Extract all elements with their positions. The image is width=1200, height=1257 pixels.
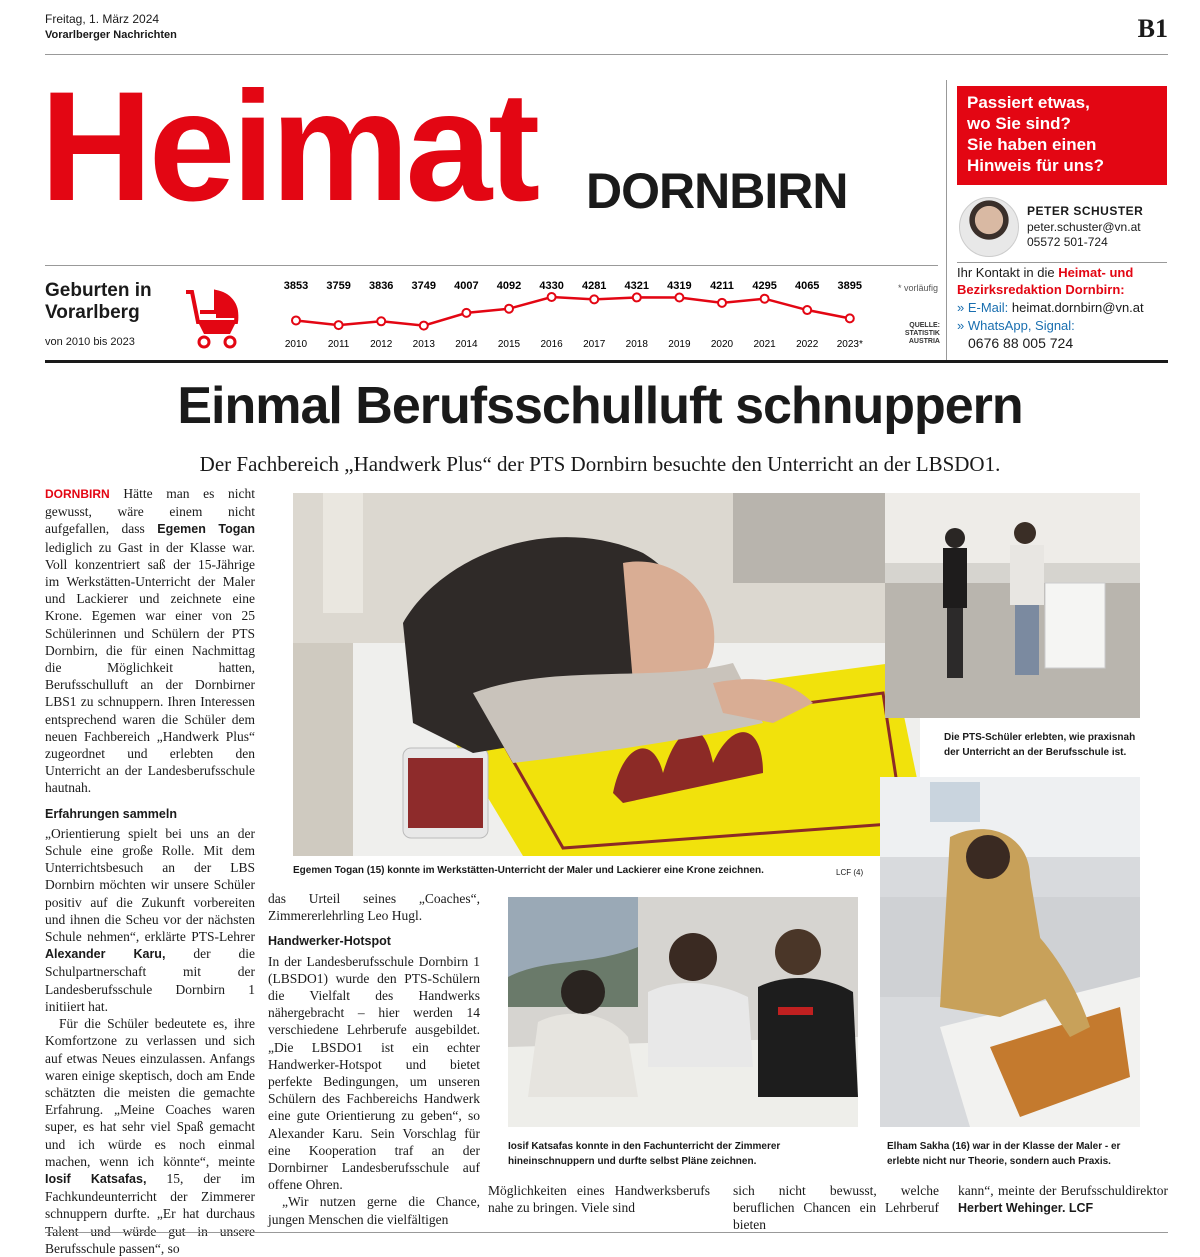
- author-signature: LCF: [1068, 1201, 1094, 1216]
- data-point: [675, 294, 683, 302]
- data-label: 3749: [411, 280, 437, 292]
- x-tick-label: 2020: [710, 339, 734, 350]
- data-point: [462, 309, 470, 317]
- x-tick-label: 2010: [284, 339, 308, 350]
- section-title: Heimat: [40, 60, 537, 234]
- x-tick-label: 2021: [753, 339, 776, 350]
- tip-line-2: wo Sie sind?: [967, 114, 1071, 133]
- x-tick-label: 2012: [370, 339, 393, 350]
- data-label: 3836: [368, 280, 394, 292]
- paragraph: sich nicht bewusst, welche beruflichen Chancen ein Lehrberuf bieten: [733, 1183, 939, 1233]
- tip-line-4: Hinweis für uns?: [967, 156, 1104, 175]
- x-tick-label: 2023*: [836, 339, 863, 350]
- data-point: [590, 295, 598, 303]
- data-label: 4295: [752, 280, 777, 292]
- data-point: [420, 322, 428, 330]
- paragraph: In der Landesberufsschule Dornbirn 1 (LBSDO1) wurde den PTS-Schülern die Vielfalt des Handwerks nähergebracht – hier werden 14 verschiedene Lehrberufe ausgebildet. „Die LBSDO1 ist ein echter Handwerker-Hotspot und bietet perfekte Bedingungen, um unseren Schülern des Fachbereichs Handwerk eine gute Orientierung zu geben“, so Alexander Karu. Sein Vorschlag für eine Kooperation traf an der Dornbirner Landesberufsschule auf offene Ohren.: [268, 953, 480, 1193]
- page-number: B1: [1137, 14, 1168, 43]
- data-point: [803, 306, 811, 314]
- dateline: DORNBIRN: [45, 487, 110, 501]
- contact-intro-text: Ihr Kontakt in die: [957, 265, 1055, 280]
- data-label: 4211: [710, 280, 734, 292]
- photo-caption: Elham Sakha (16) war in der Klasse der Maler - er erlebte nicht nur Theorie, sondern auch Praxis.: [887, 1141, 1121, 1167]
- x-tick-label: 2018: [625, 339, 648, 350]
- tip-line-3: Sie haben einen: [967, 135, 1097, 154]
- data-point: [633, 293, 641, 301]
- data-point: [761, 295, 769, 303]
- person-name: Alexander Karu,: [45, 947, 166, 962]
- whatsapp-label: » WhatsApp, Signal:: [957, 318, 1075, 333]
- x-tick-label: 2017: [583, 339, 606, 350]
- subheading: Handwerker-Hotspot: [268, 934, 391, 949]
- email-value[interactable]: heimat.dornbirn@vn.at: [1011, 300, 1144, 315]
- data-point: [335, 321, 343, 329]
- contact-intro-bold: Heimat- und Bezirksredaktion Dornbirn:: [957, 265, 1134, 297]
- data-point: [846, 314, 854, 322]
- reporter-name: PETER SCHUSTER: [1027, 204, 1144, 218]
- data-label: 4065: [794, 280, 820, 292]
- email-label: » E-Mail:: [957, 300, 1009, 315]
- paragraph: [45, 825, 255, 1015]
- newspaper-name: Vorarlberger Nachrichten: [45, 29, 177, 41]
- x-tick-label: 2013: [412, 339, 435, 350]
- photo-drawing-plans: [508, 897, 858, 1127]
- text: der die Schulpartnerschaft mit der Landesberufsschule Dornbirn 1 initiiert hat.: [45, 946, 255, 1014]
- reporter-email[interactable]: peter.schuster@vn.at: [1027, 220, 1141, 234]
- x-tick-label: 2016: [540, 339, 563, 350]
- data-label: 3895: [837, 280, 863, 292]
- photo-caption: Die PTS-Schüler erlebten, wie praxisnah der Unterricht an der Berufsschule ist.: [944, 732, 1136, 758]
- data-label: 4092: [496, 280, 522, 292]
- bottom-rule: [45, 1232, 1168, 1233]
- issue-date: Freitag, 1. März 2024: [45, 12, 160, 26]
- data-label: 3853: [283, 280, 309, 292]
- data-point: [505, 305, 513, 313]
- tip-line-1: Passiert etwas,: [967, 93, 1090, 112]
- x-tick-label: 2015: [497, 339, 521, 350]
- subheading: Erfahrungen sammeln: [45, 806, 177, 821]
- text: Für die Schüler bedeutete es, ihre Komfortzone zu verlassen und sich auf etwas Neues einzulassen. Anfangs waren einige skeptisch, doch am Ende schätzten die meisten die gemachte Erfahrung. „Meine Coaches waren super, es hat sehr viel Spaß gemacht und ich würde es noch einmal machen, wenn ich könnte“, meinte: [45, 1016, 255, 1169]
- x-tick-label: 2022: [796, 339, 819, 350]
- person-name: Iosif Katsafas,: [45, 1171, 147, 1186]
- top-rule: [45, 54, 1168, 55]
- data-label: 4321: [624, 280, 650, 292]
- tip-prompt-box: [957, 86, 1167, 185]
- paragraph: Möglichkeiten eines Handwerksberufs nahe zu bringen. Viele sind: [488, 1183, 710, 1216]
- paragraph: „Wir nutzen gerne die Chance, jungen Menschen die vielfältigen: [268, 1194, 480, 1227]
- contact-email-line: [957, 300, 1144, 315]
- photo-caption: Iosif Katsafas konnte in den Fachunterricht der Zimmerer hineinschnuppern und durfte selbst Pläne zeichnen.: [508, 1141, 781, 1167]
- pram-icon: [178, 282, 244, 350]
- paragraph: [45, 485, 255, 797]
- contact-whatsapp-line: [957, 318, 1075, 333]
- sidebar-divider: [946, 80, 947, 362]
- x-tick-label: 2011: [327, 339, 350, 350]
- chart-subtitle: von 2010 bis 2023: [45, 336, 135, 348]
- data-label: 4330: [539, 280, 564, 292]
- chart-source: QUELLE: STATISTIK AUSTRIA: [904, 322, 940, 345]
- section-divider: [45, 360, 1168, 363]
- text: 15, der im Fachkundeunterricht der Zimmerer schnuppern durfte. „Er hat durchaus Berufsschule passen“, so: [45, 1170, 255, 1256]
- chart-footnote: * vorläufig: [898, 283, 939, 293]
- text: kann“, meinte der Berufsschuldirektor: [958, 1183, 1168, 1198]
- text: „Orientierung spielt bei uns an der Schule eine große Rolle. Mit dem Unterrichtsbesuch an der LBS Dornbirn möchten wir unsere Schüler positiv auf die Zukunft vorbereiten und ihnen die Scheu vor der nächsten Schule nehmen“, erklärte PTS-Lehrer: [45, 825, 255, 945]
- reporter-phone: 05572 501-724: [1027, 235, 1108, 249]
- x-tick-label: 2014: [455, 339, 478, 350]
- article-column-5: [958, 1182, 1168, 1217]
- text: Hätte man es nicht gewusst, wäre einem nicht aufgefallen, dass: [45, 486, 256, 537]
- paragraph: das Urteil seines „Coaches“, Zimmererlehrling Leo Hugl.: [268, 891, 480, 924]
- person-name: Herbert Wehinger.: [958, 1201, 1066, 1216]
- data-label: 4319: [667, 280, 692, 292]
- article-column-2: [268, 890, 480, 1228]
- paragraph: [958, 1182, 1168, 1217]
- article-subheadline: Der Fachbereich „Handwerk Plus“ der PTS Dornbirn besuchte den Unterricht an der LBSDO1.: [199, 452, 1001, 476]
- data-label: 3759: [326, 280, 351, 292]
- photo-painting-crown: [293, 493, 920, 856]
- photo-painting-wood: [880, 777, 1140, 1127]
- photo-caption: Egemen Togan (15) konnte im Werkstätten-Unterricht der Maler und Lackierer eine Krone zeichnen.: [293, 865, 764, 876]
- data-point: [292, 316, 300, 324]
- text: lediglich zu Gast in der Klasse war. Voll konzentriert saß der 15-Jährige im Werkstätten-Unterricht der Maler und Lackierer und zeichnete eine Krone. Egemen war einer von 25 Schülerinnen und Schülern der PTS Dornbirn, die für einen Nachmittag die Möglichkeit hatten, Berufsschulluft an der Dornbirner LBS1 zu schnuppern. Ihren Interessen entsprechend waren die Schüler dem neuen Fachbereich „Handwerk Plus“ zugeordnet und erlebten den Unterricht an der Landesberufsschule hautnah.: [45, 539, 255, 796]
- chart-top-rule: [45, 265, 938, 266]
- person-name: Egemen Togan: [157, 522, 255, 537]
- paragraph: [45, 1015, 255, 1257]
- contact-rule: [957, 262, 1167, 263]
- article-column-1: [45, 485, 255, 1257]
- data-label: 4281: [581, 280, 607, 292]
- contact-intro: [957, 264, 1172, 298]
- article-column-3: [488, 1182, 710, 1216]
- region-title: DORNBIRN: [586, 163, 848, 219]
- article-column-4: [733, 1182, 939, 1234]
- births-line-chart: [270, 276, 890, 356]
- photo-students-room: [885, 493, 1140, 718]
- data-label: 4007: [454, 280, 479, 292]
- photo-credit: LCF (4): [836, 868, 864, 877]
- whatsapp-number[interactable]: 0676 88 005 724: [968, 335, 1074, 351]
- data-point: [718, 299, 726, 307]
- article-headline: Einmal Berufsschulluft schnuppern: [177, 377, 1023, 435]
- reporter-avatar: [959, 197, 1019, 257]
- x-tick-label: 2019: [668, 339, 691, 350]
- data-point: [377, 317, 385, 325]
- chart-title: Geburten in Vorarlberg: [45, 280, 152, 323]
- data-point: [548, 293, 556, 301]
